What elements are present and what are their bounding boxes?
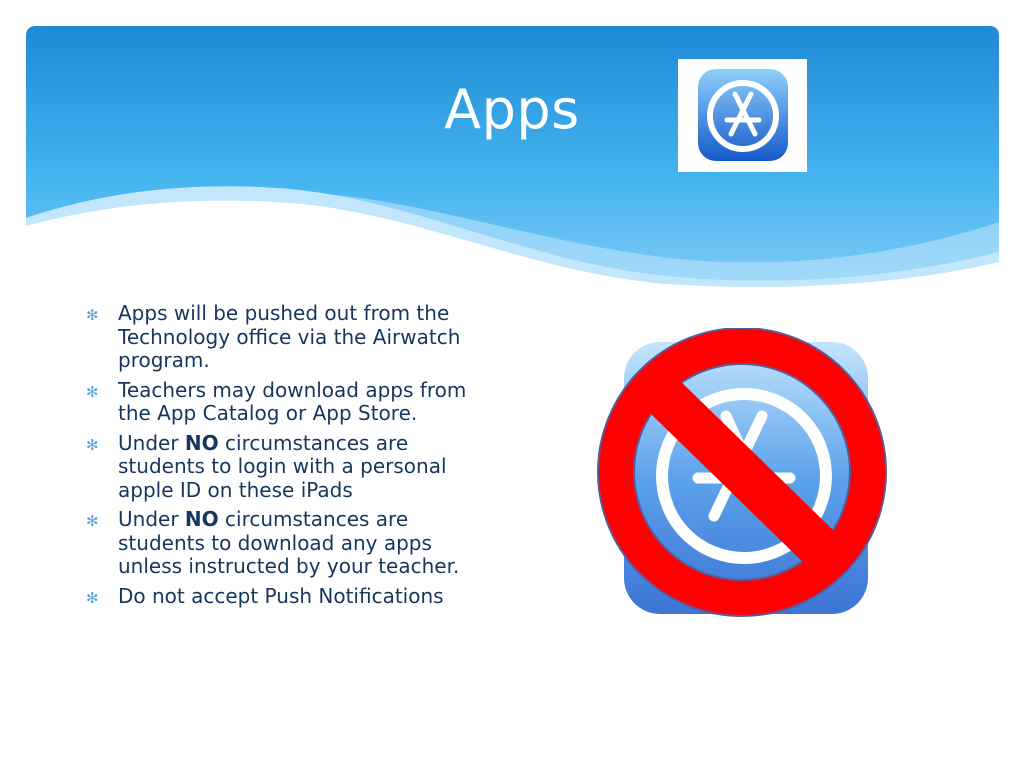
- bullet-item: [86, 508, 486, 579]
- bullet-text: Apps will be pushed out from the Technology office via the Airwatch program.: [118, 301, 461, 372]
- header-wave: [26, 26, 999, 288]
- bullet-list: [86, 302, 486, 614]
- bullet-item: [86, 379, 486, 426]
- bullet-emphasis: NO: [184, 507, 219, 531]
- bullet-text-post: circumstances are students to login with a personal apple ID on these iPads: [118, 430, 447, 502]
- bullet-text-pre: Under: [118, 507, 185, 531]
- asterisk-bullet-icon: ✻: [86, 306, 99, 324]
- no-app-store-icon: [596, 328, 892, 622]
- bullet-text-post: circumstances are students to download any apps unless instructed by your teacher.: [118, 507, 460, 578]
- slide-title: Apps: [444, 78, 580, 141]
- bullet-emphasis: NO: [184, 430, 219, 455]
- app-store-icon: [678, 59, 807, 172]
- bullet-item: [86, 585, 486, 609]
- asterisk-bullet-icon: ✻: [86, 588, 99, 607]
- bullet-item: [86, 302, 486, 373]
- header-banner: [26, 26, 999, 288]
- bullet-text: Teachers may download apps from the App Catalog or App Store.: [118, 377, 467, 425]
- bullet-item: [86, 432, 486, 503]
- asterisk-bullet-icon: ✻: [86, 382, 99, 401]
- bullet-text: Do not accept Push Notifications: [118, 583, 444, 608]
- asterisk-bullet-icon: ✻: [86, 512, 99, 530]
- asterisk-bullet-icon: ✻: [86, 435, 99, 454]
- bullet-text-pre: Under: [118, 430, 185, 455]
